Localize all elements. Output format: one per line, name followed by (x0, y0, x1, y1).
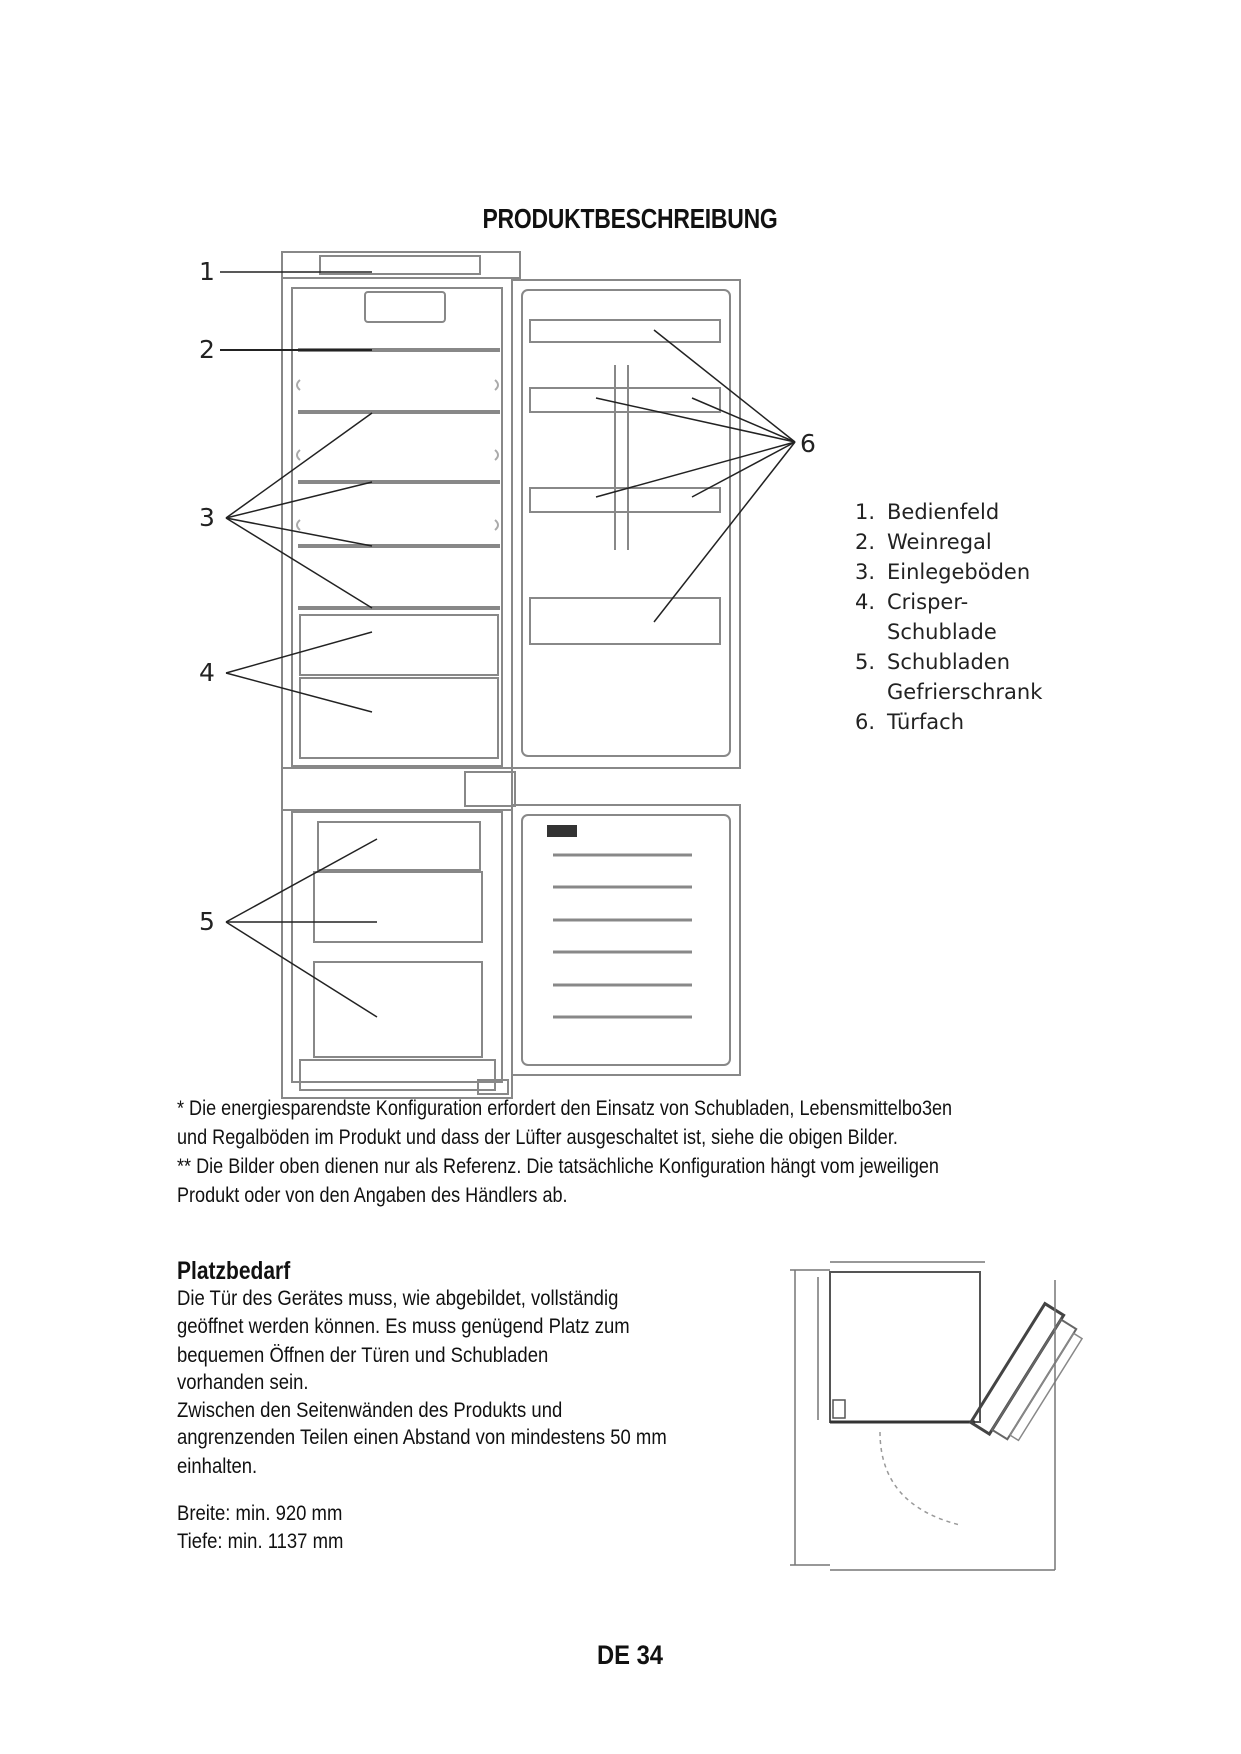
callout-3: 3 (199, 503, 215, 532)
space-line-7: einhalten. (177, 1455, 258, 1478)
section-heading: Platzbedarf (177, 1257, 291, 1285)
note-1-line-2: und Regalböden im Produkt und dass der Lüfter ausgeschaltet ist, siehe die obigen Bilder. (177, 1126, 898, 1149)
callout-1: 1 (199, 257, 215, 286)
note-2-line-2: Produkt oder von den Angaben des Händlers ab. (177, 1184, 568, 1207)
legend-item: 5. Schubladen Gefrierschrank (855, 650, 1043, 704)
callout-4: 4 (199, 658, 215, 687)
legend-item: 4. Crisper-Schublade (855, 590, 997, 644)
depth-requirement: Tiefe: min. 1137 mm (177, 1530, 344, 1553)
callout-6: 6 (800, 429, 816, 458)
legend-item: 2. Weinregal (855, 530, 992, 554)
legend-item: 3. Einlegeböden (855, 560, 1031, 584)
space-line-5: Zwischen den Seitenwänden des Produkts und (177, 1399, 563, 1422)
space-line-1: Die Tür des Gerätes muss, wie abgebildet, vollständig (177, 1287, 619, 1310)
callout-2: 2 (199, 335, 215, 364)
page-number: DE 34 (596, 1640, 664, 1670)
note-2-line-1: ** Die Bilder oben dienen nur als Referenz. Die tatsächliche Konfiguration hängt vom jeweiligen (177, 1155, 939, 1178)
space-line-6: angrenzenden Teilen einen Abstand von mindestens 50 mm (177, 1426, 667, 1449)
legend-item: 6. Türfach (855, 710, 965, 734)
width-requirement: Breite: min. 920 mm (177, 1502, 343, 1525)
space-line-3: bequemen Öffnen der Türen und Schubladen (177, 1344, 549, 1367)
space-line-2: geöffnet werden können. Es muss genügend Platz zum (177, 1315, 630, 1338)
note-1-line-1: * Die energiesparendste Konfiguration erfordert den Einsatz von Schubladen, Lebensmittelbo3en (177, 1097, 953, 1120)
callout-5: 5 (199, 907, 215, 936)
page-title: PRODUKTBESCHREIBUNG (482, 203, 778, 234)
legend-item: 1. Bedienfeld (855, 500, 1000, 524)
space-line-4: vorhanden sein. (177, 1371, 309, 1394)
